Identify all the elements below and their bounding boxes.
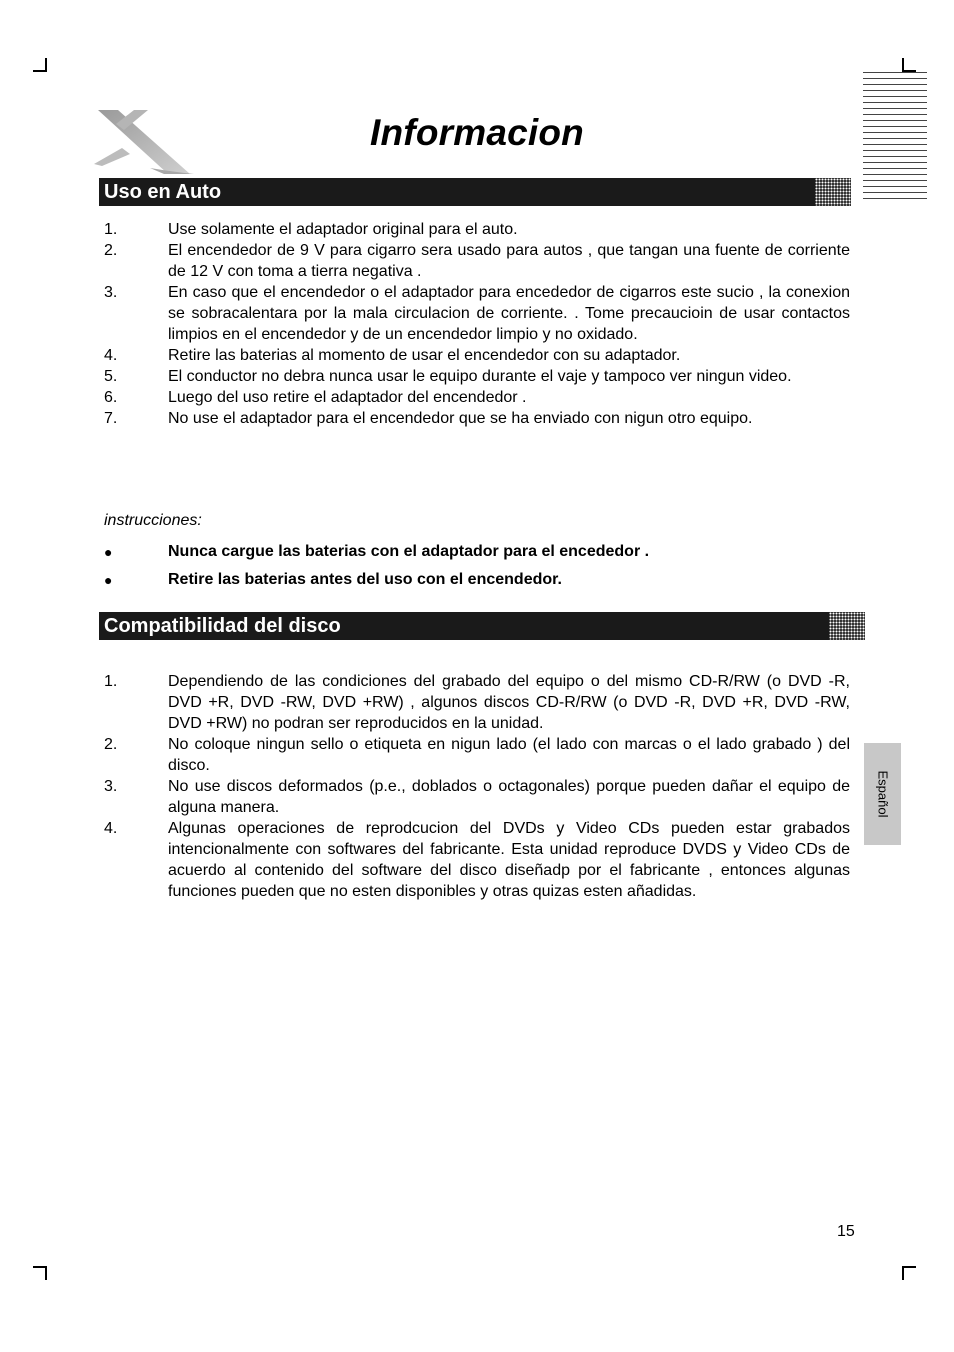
language-tab-label: Español <box>875 770 890 818</box>
item-number: 4. <box>104 820 118 837</box>
section-header-uso-en-auto <box>99 178 851 206</box>
item-text: Use solamente el adaptador original para el auto. <box>168 221 518 238</box>
item-number: 1. <box>104 221 118 238</box>
bullet-icon: ● <box>104 572 113 588</box>
item-text: El encendedor de 9 V para cigarro sera usado para autos , que tangan una fuente de corriente de 12 V con toma a tierra negativa . <box>168 242 850 280</box>
item-number: 6. <box>104 389 118 406</box>
section-heading: Compatibilidad del disco <box>104 615 341 637</box>
item-number: 2. <box>104 242 118 259</box>
item-number: 7. <box>104 410 118 427</box>
bullet-text: Nunca cargue las baterias con el adaptador para el encededor . <box>168 543 650 560</box>
crop-mark-bottom-left <box>33 1266 47 1280</box>
list-item <box>104 240 850 282</box>
uso-en-auto-list <box>104 219 850 429</box>
item-text: Luego del uso retire el adaptador del encendedor . <box>168 389 527 406</box>
section-header-compatibilidad <box>99 612 865 640</box>
instructions-bullet-list <box>104 538 649 594</box>
item-number: 4. <box>104 347 118 364</box>
list-item <box>104 219 850 240</box>
item-number: 3. <box>104 284 118 301</box>
list-item <box>104 387 850 408</box>
dot-pattern <box>815 178 851 206</box>
crop-mark-bottom-right <box>902 1266 916 1280</box>
list-item <box>104 776 850 818</box>
item-text: El conductor no debra nunca usar le equipo durante el vaje y tampoco ver ningun video. <box>168 368 792 385</box>
list-item <box>104 734 850 776</box>
crop-mark-top-right <box>902 58 916 72</box>
instructions-label: instrucciones: <box>104 512 202 529</box>
crop-mark-top-left <box>33 58 47 72</box>
item-number: 1. <box>104 673 118 690</box>
bullet-item <box>104 566 649 594</box>
bullet-icon: ● <box>104 544 113 560</box>
compatibilidad-list <box>104 671 850 902</box>
page-number: 15 <box>837 1223 855 1240</box>
list-item <box>104 671 850 734</box>
item-text: Dependiendo de las condiciones del grabado del equipo o del mismo CD-R/RW (o DVD -R, DVD +R, DVD -RW, DVD +RW) , algunos discos CD-R/RW (o DVD -R, DVD +R, DVD -RW, DVD +RW) no podran ser reproducidos en la unidad. <box>168 673 850 732</box>
item-text: No use el adaptador para el encendedor que se ha enviado con nigun otro equipo. <box>168 410 753 427</box>
list-item <box>104 282 850 345</box>
section-heading: Uso en Auto <box>104 181 222 203</box>
item-text: No use discos deformados (p.e., doblados o octagonales) porque pueden dañar el equipo de alguna manera. <box>168 778 850 816</box>
list-item <box>104 366 850 387</box>
item-text: No coloque ningun sello o etiqueta en nigun lado (el lado con marcas o el lado grabado ) del disco. <box>168 736 850 774</box>
list-item <box>104 818 850 902</box>
language-tab <box>864 743 901 845</box>
list-item <box>104 408 850 429</box>
dot-pattern <box>829 612 865 640</box>
item-number: 5. <box>104 368 118 385</box>
item-text: En caso que el encendedor o el adaptador para encededor de cigarros este sucio , la conexion se sobracalentara por la mala circulacion de corriente. . Tome precaucioin de usar contactos limpios en el encendedor y de un encendedor limpio y no oxidado. <box>168 284 850 343</box>
list-item <box>104 345 850 366</box>
item-text: Algunas operaciones de reprodcucion del DVDs y Video CDs pueden estar grabados intencionalmente con softwares del fabricante. Esta unidad reproduce DVDS y Video CDs de acuerdo al contenido del software del disco diseñadp por el fabricante , entonces algunas funciones pueden que no esten disponibles y otras quizas esten añadidas. <box>168 820 850 900</box>
bullet-text: Retire las baterias antes del uso con el encendedor. <box>168 571 562 588</box>
bullet-item <box>104 538 649 566</box>
item-text: Retire las baterias al momento de usar el encendedor con su adaptador. <box>168 347 681 364</box>
page-title: Informacion <box>370 112 584 153</box>
item-number: 3. <box>104 778 118 795</box>
item-number: 2. <box>104 736 118 753</box>
